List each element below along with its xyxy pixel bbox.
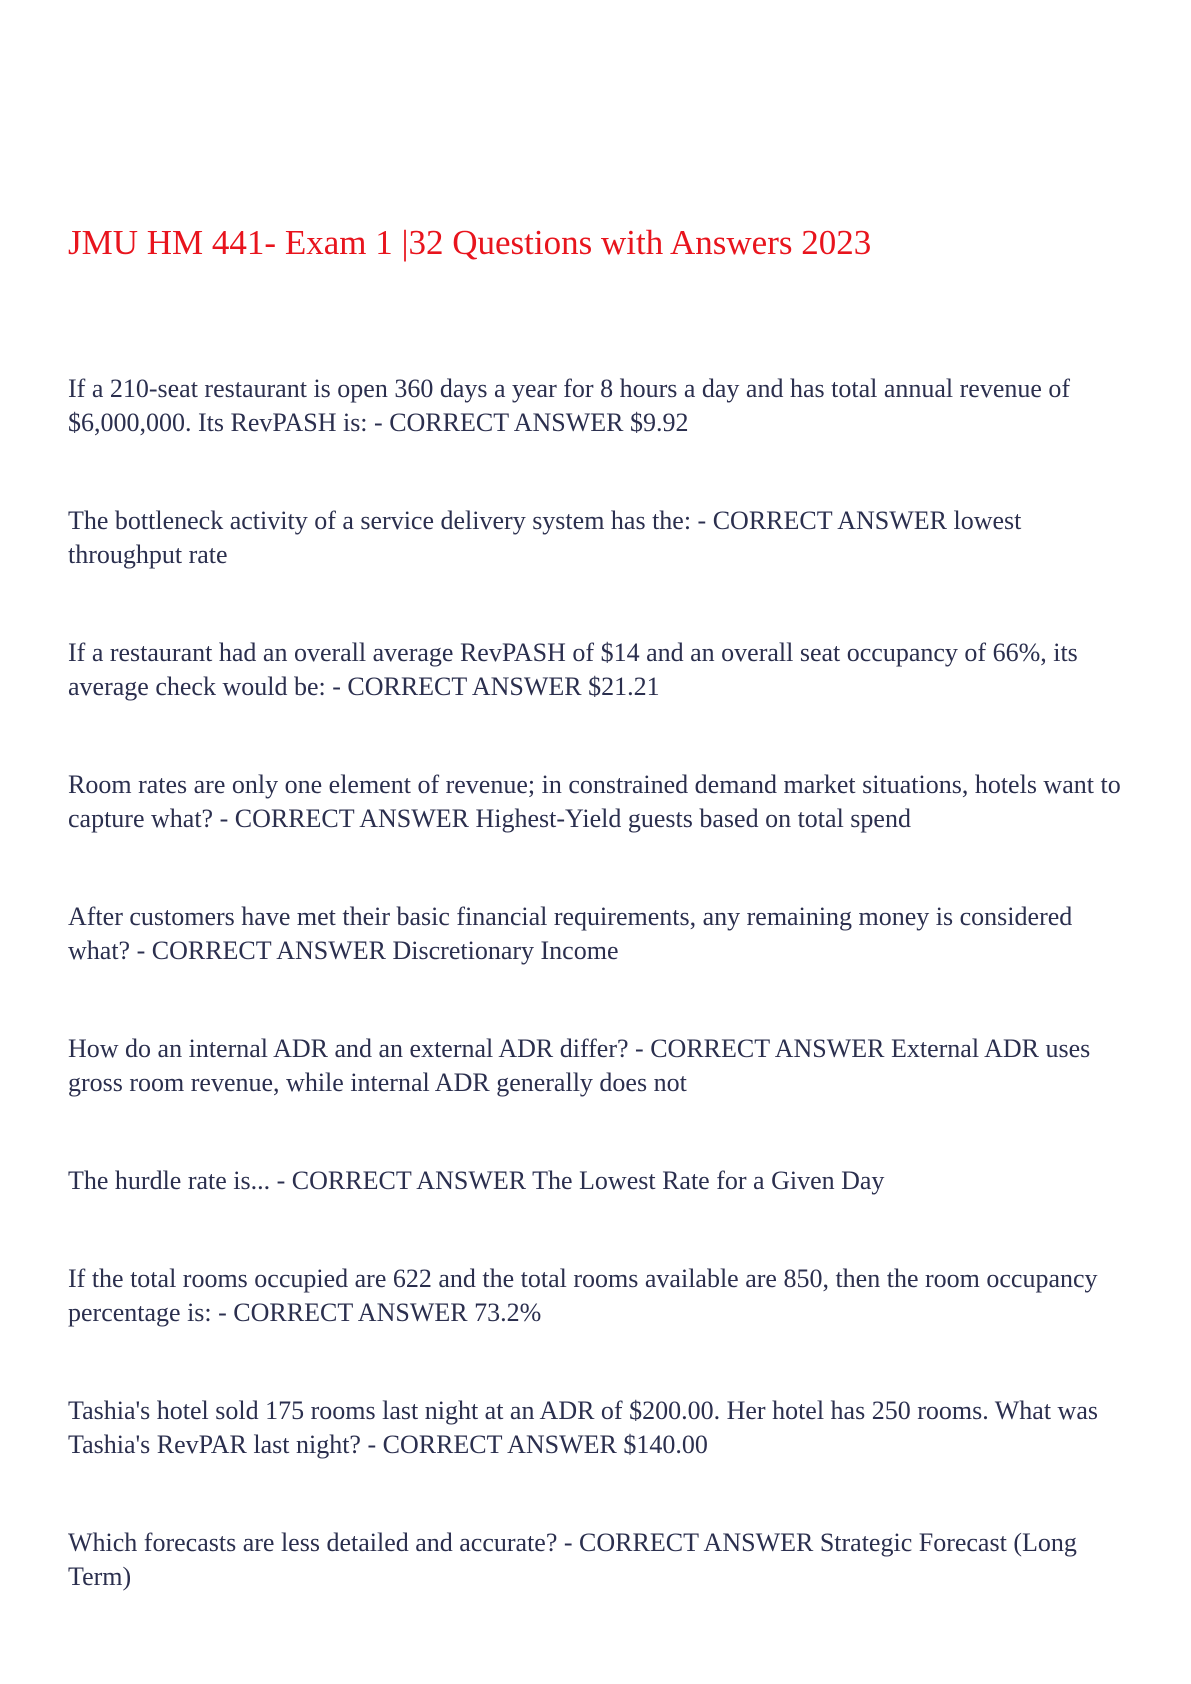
question-answer-item: Tashia's hotel sold 175 rooms last night at an ADR of $200.00. Her hotel has 250 rooms. What was Tashia's RevPAR last night? - CORRECT ANSWER $140.00 (68, 1396, 1098, 1459)
question-answer-item: The hurdle rate is... - CORRECT ANSWER The Lowest Rate for a Given Day (68, 1166, 885, 1195)
question-answer-list (68, 372, 1128, 1658)
question-answer-item: After customers have met their basic financial requirements, any remaining money is considered what? - CORRECT ANSWER Discretionary Income (68, 902, 1073, 965)
question-answer-item: If the total rooms occupied are 622 and the total rooms available are 850, then the room occupancy percentage is: - CORRECT ANSWER 73.2% (68, 1264, 1098, 1327)
question-answer-item: Which forecasts are less detailed and accurate? - CORRECT ANSWER Strategic Forecast (Long Term) (68, 1528, 1077, 1591)
question-answer-item: If a restaurant had an overall average RevPASH of $14 and an overall seat occupancy of 66%, its average check would be: - CORRECT ANSWER $21.21 (68, 638, 1078, 701)
question-answer-item: How do an internal ADR and an external ADR differ? - CORRECT ANSWER External ADR uses gross room revenue, while internal ADR generally does not (68, 1034, 1091, 1097)
question-answer-item: Room rates are only one element of revenue; in constrained demand market situations, hotels want to capture what? - CORRECT ANSWER Highest-Yield guests based on total spend (68, 770, 1121, 833)
document-title: JMU HM 441- Exam 1 |32 Questions with Answers 2023 (68, 223, 872, 262)
question-answer-item: If a 210-seat restaurant is open 360 days a year for 8 hours a day and has total annual revenue of $6,000,000. Its RevPASH is: - CORRECT ANSWER $9.92 (68, 374, 1071, 437)
question-answer-item: The bottleneck activity of a service delivery system has the: - CORRECT ANSWER lowest throughput rate (68, 506, 1022, 569)
